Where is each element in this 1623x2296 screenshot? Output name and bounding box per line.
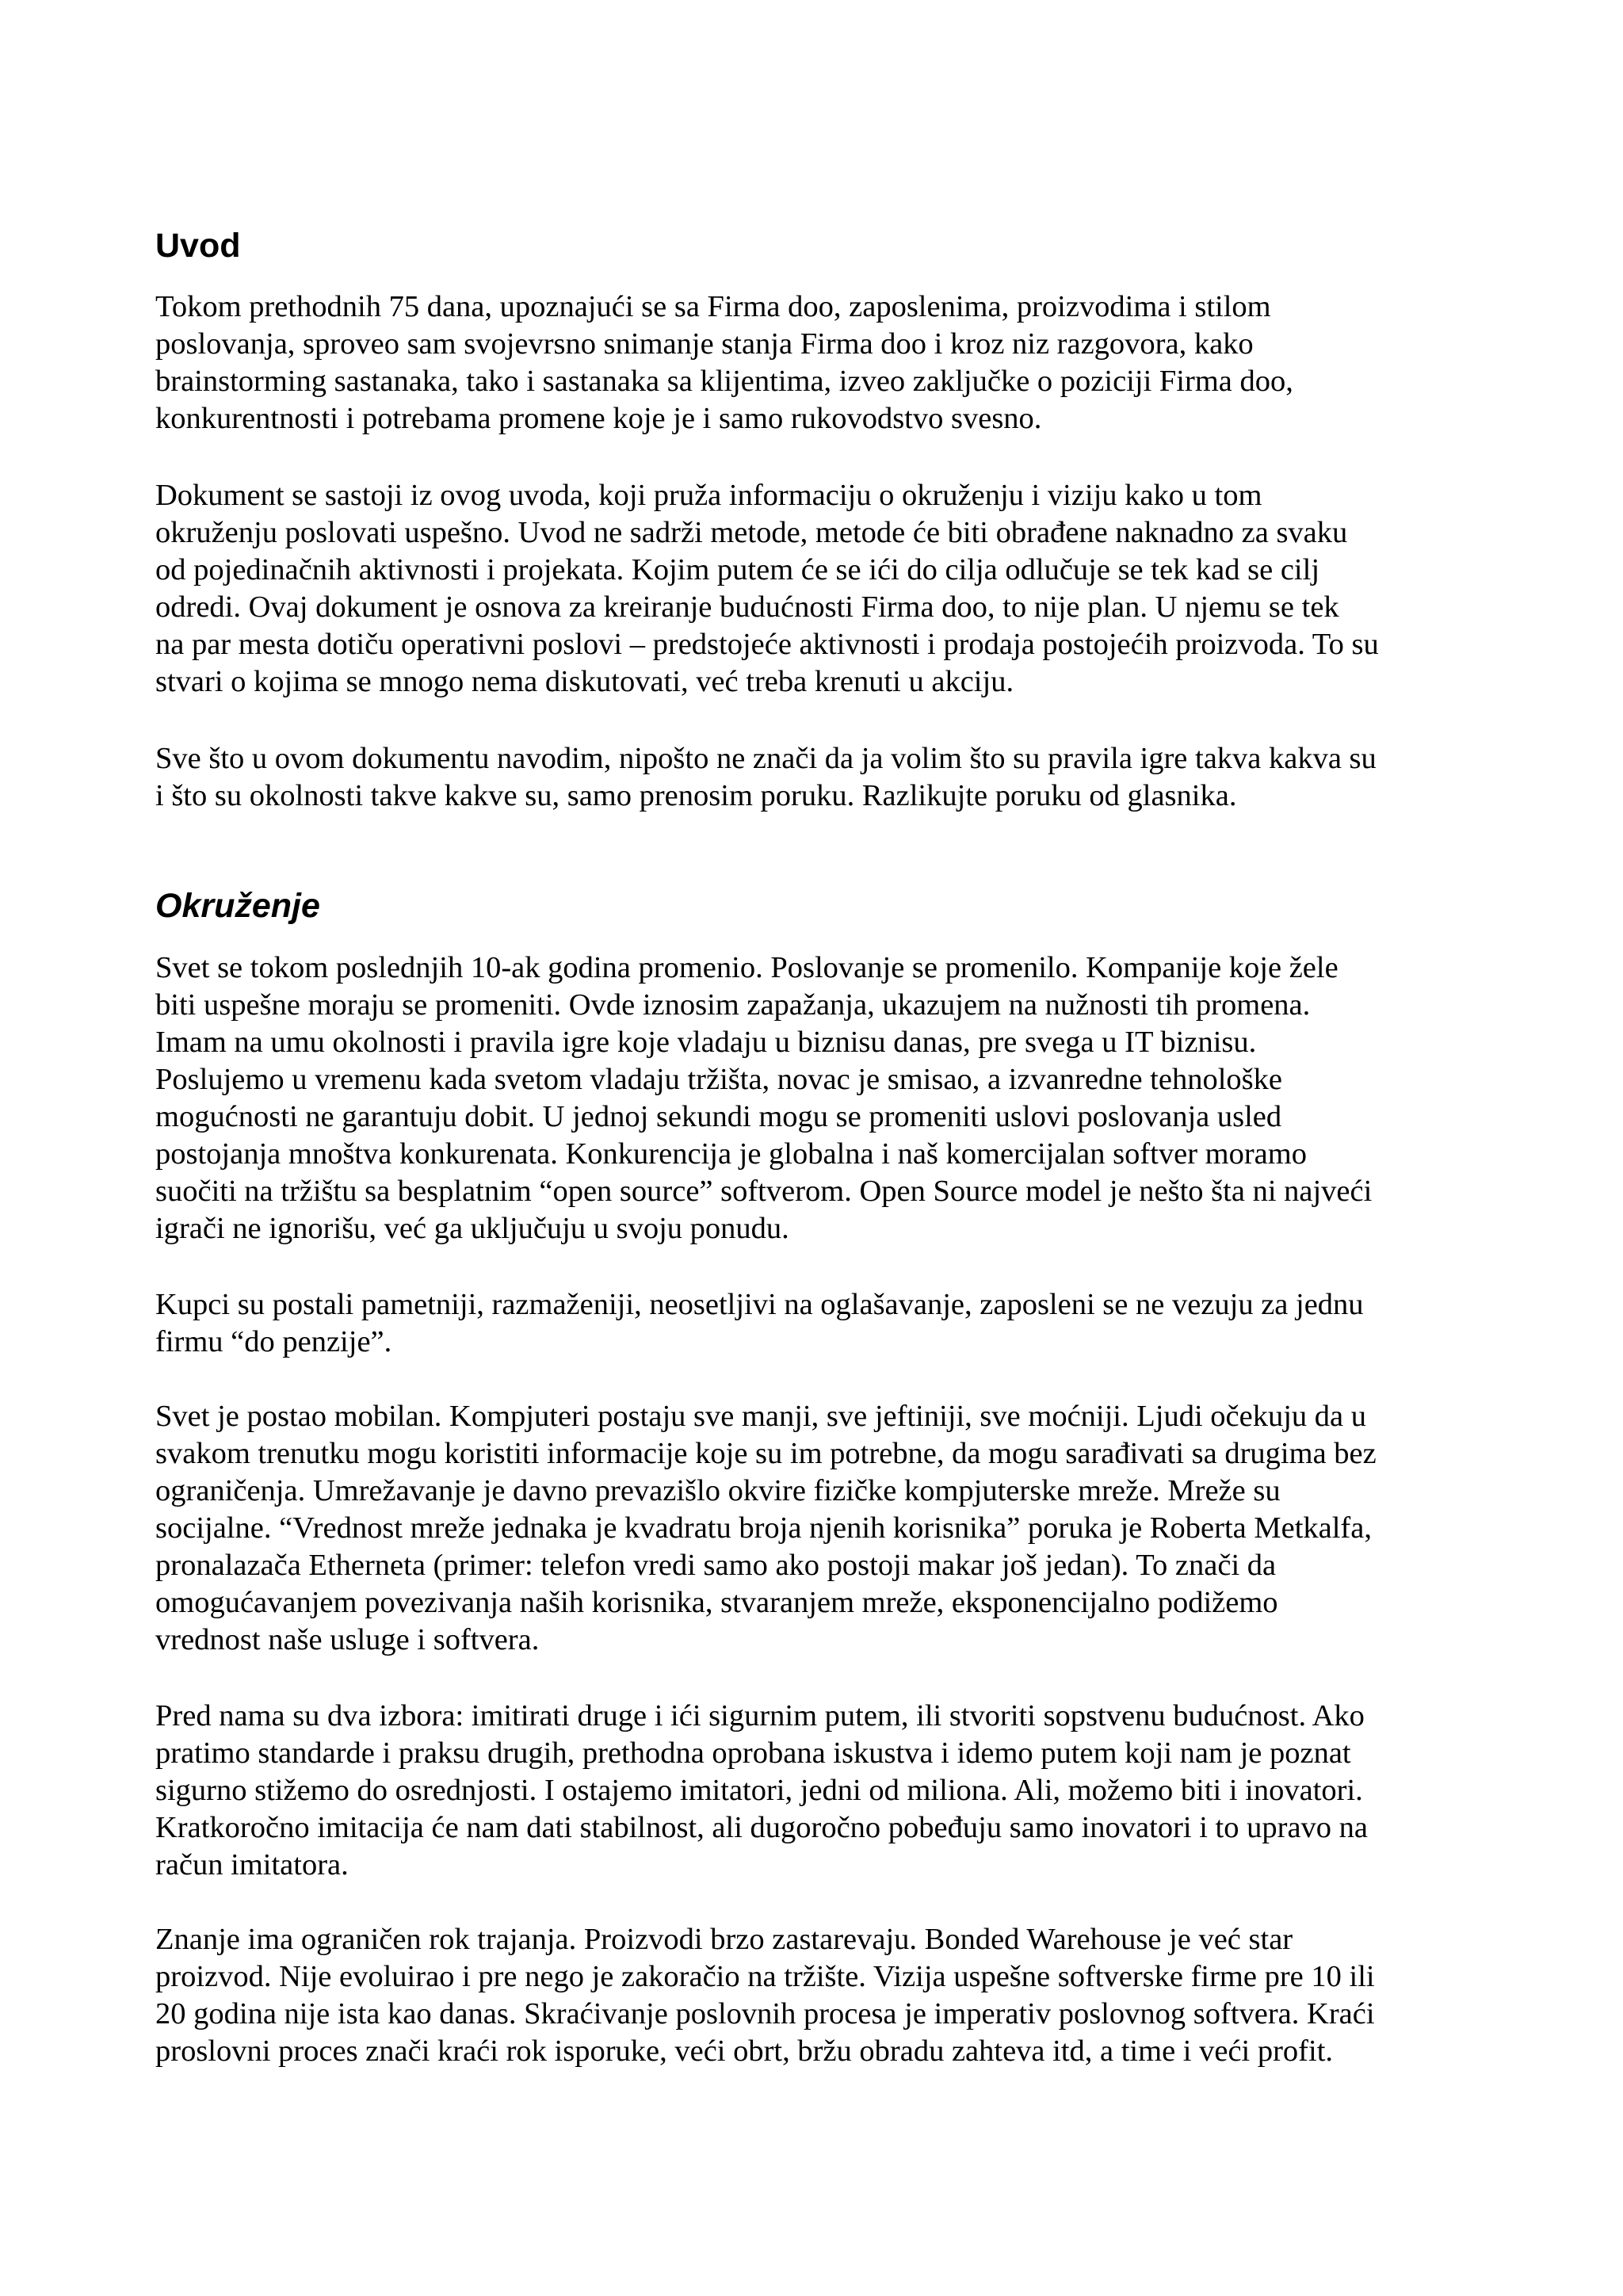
text-line: Poslujemo u vremenu kada svetom vladaju tržišta, novac je smisao, a izvanredne tehnološke — [155, 1063, 1282, 1096]
text-line: firmu “do penzije”. — [155, 1325, 392, 1358]
text-line: od pojedinačnih aktivnosti i projekata. Kojim putem će se ići do cilja odlučuje se tek kad se cilj — [155, 553, 1320, 586]
text-line: Svet je postao mobilan. Kompjuteri postaju sve manji, sve jeftiniji, sve moćniji. Ljudi očekuju da u — [155, 1400, 1366, 1433]
text-line: mogućnosti ne garantuju dobit. U jednoj sekundi mogu se promeniti uslovi poslovanja usled — [155, 1100, 1282, 1133]
text-line: poslovanja, sproveo sam svojevrsno snimanje stanja Firma doo i kroz niz razgovora, kako — [155, 327, 1254, 361]
text-line: suočiti na tržištu sa besplatnim “open source” softverom. Open Source model je nešto šta ni najveći — [155, 1175, 1373, 1208]
text-line: igrači ne ignorišu, već ga uključuju u svoju ponudu. — [155, 1212, 789, 1245]
text-line: postojanja mnoštva konkurenata. Konkurencija je globalna i naš komercijalan softver moramo — [155, 1137, 1307, 1171]
text-line: brainstorming sastanaka, tako i sastanaka sa klijentima, izveo zaključke o poziciji Firma doo, — [155, 365, 1293, 398]
text-line: Svet se tokom poslednjih 10-ak godina promenio. Poslovanje se promenilo. Kompanije koje žele — [155, 951, 1338, 984]
text-line: Kupci su postali pametniji, razmaženiji, neosetljivi na oglašavanje, zaposleni se ne vezuju za jednu — [155, 1288, 1364, 1321]
text-line: ograničenja. Umrežavanje je davno prevazišlo okvire fizičke kompjuterske mreže. Mreže su — [155, 1474, 1281, 1507]
text-line: proizvod. Nije evoluirao i pre nego je zakoračio na tržište. Vizija uspešne softverske firme pre 10 ili — [155, 1960, 1375, 1993]
text-line: konkurentnosti i potrebama promene koje je i samo rukovodstvo svesno. — [155, 402, 1042, 435]
section-heading-uvod: Uvod — [155, 227, 241, 265]
text-line: svakom trenutku mogu koristiti informacije koje su im potrebne, da mogu sarađivati sa drugima bez — [155, 1437, 1377, 1470]
paragraph — [155, 949, 1372, 1247]
text-line: pratimo standarde i praksu drugih, prethodna oprobana iskustva i idemo putem koji nam je poznat — [155, 1736, 1351, 1770]
text-line: Kratkoročno imitacija će nam dati stabilnost, ali dugoročno pobeđuju samo inovatori i to upravo na — [155, 1811, 1368, 1844]
text-line: odredi. Ovaj dokument je osnova za kreiranje budućnosti Firma doo, to nije plan. U njemu se tek — [155, 590, 1339, 624]
text-line: sigurno stižemo do osrednjosti. I ostajemo imitatori, jedni od miliona. Ali, možemo biti i inovatori. — [155, 1774, 1363, 1807]
text-line: biti uspešne moraju se promeniti. Ovde iznosim zapažanja, ukazujem na nužnosti tih promena. — [155, 988, 1311, 1022]
text-line: stvari o kojima se mnogo nema diskutovati, već treba krenuti u akciju. — [155, 665, 1014, 698]
paragraph — [155, 1698, 1368, 1884]
paragraph — [155, 740, 1377, 815]
paragraph — [155, 1921, 1375, 2070]
text-line: Imam na umu okolnosti i pravila igre koje vladaju u biznisu danas, pre svega u IT biznisu. — [155, 1026, 1257, 1059]
text-line: Pred nama su dva izbora: imitirati druge i ići sigurnim putem, ili stvoriti sopstvenu budućnost. Ako — [155, 1699, 1365, 1733]
text-line: proslovni proces znači kraći rok isporuke, veći obrt, bržu obradu zahteva itd, a time i veći profit. — [155, 2034, 1334, 2068]
paragraph — [155, 1398, 1377, 1659]
text-line: na par mesta dotiču operativni poslovi – predstojeće aktivnosti i prodaja postojećih proizvoda. To su — [155, 628, 1379, 661]
text-line: 20 godina nije ista kao danas. Skraćivanje poslovnih procesa je imperativ poslovnog softvera. Kraći — [155, 1997, 1375, 2030]
text-line: socijalne. “Vrednost mreže jednaka je kvadratu broja njenih korisnika” poruka je Roberta Metkalfa, — [155, 1511, 1372, 1545]
text-line: omogućavanjem povezivanja naših korisnika, stvaranjem mreže, eksponencijalno podižemo — [155, 1586, 1278, 1619]
text-line: Dokument se sastoji iz ovog uvoda, koji pruža informaciju o okruženju i viziju kako u tom — [155, 479, 1262, 512]
text-line: Sve što u ovom dokumentu navodim, nipošto ne znači da ja volim što su pravila igre takva kakva su — [155, 742, 1377, 775]
text-line: okruženju poslovati uspešno. Uvod ne sadrži metode, metode će biti obrađene naknadno za svaku — [155, 516, 1348, 549]
text-line: pronalazača Etherneta (primer: telefon vredi samo ako postoji makar još jedan). To znači da — [155, 1549, 1277, 1582]
section-heading-okruzenje: Okruženje — [155, 887, 320, 925]
paragraph — [155, 477, 1379, 701]
text-line: i što su okolnosti takve kakve su, samo prenosim poruku. Razlikujte poruku od glasnika. — [155, 779, 1237, 812]
paragraph — [155, 1286, 1364, 1361]
paragraph — [155, 288, 1293, 437]
text-line: račun imitatora. — [155, 1848, 349, 1881]
text-line: Znanje ima ograničen rok trajanja. Proizvodi brzo zastarevaju. Bonded Warehouse je već star — [155, 1923, 1293, 1956]
text-line: Tokom prethodnih 75 dana, upoznajući se sa Firma doo, zaposlenima, proizvodima i stilom — [155, 290, 1271, 323]
text-line: vrednost naše usluge i softvera. — [155, 1623, 540, 1656]
